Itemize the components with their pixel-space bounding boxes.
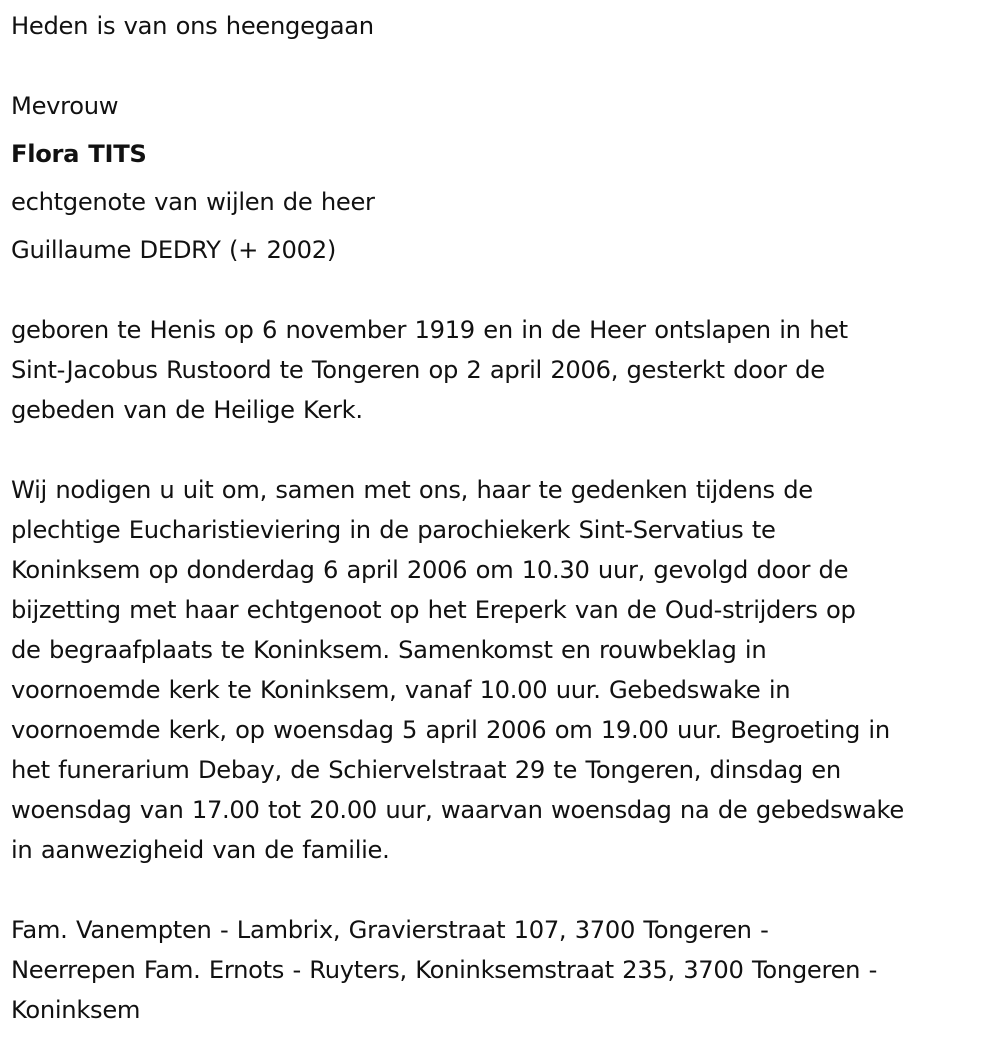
paragraph-line: woensdag van 17.00 tot 20.00 uur, waarvan woensdag na de gebedswake [11, 796, 904, 824]
paragraph-line: Koninksem [11, 996, 141, 1024]
spacer [11, 430, 996, 470]
paragraph-line: bijzetting met haar echtgenoot op het Ereperk van de Oud-strijders op [11, 596, 856, 624]
paragraph-line: plechtige Eucharistieviering in de parochiekerk Sint-Servatius te [11, 516, 776, 544]
intro-text: Heden is van ons heengegaan [11, 12, 374, 40]
paragraph-line: Sint-Jacobus Rustoord te Tongeren op 2 april 2006, gesterkt door de [11, 356, 825, 384]
family-paragraph [11, 910, 996, 1030]
paragraph-line: de begraafplaats te Koninksem. Samenkomst en rouwbeklag in [11, 636, 767, 664]
obituary-notice [11, 6, 996, 1030]
salutation: Mevrouw [11, 92, 119, 120]
paragraph-line: Wij nodigen u uit om, samen met ons, haar te gedenken tijdens de [11, 476, 813, 504]
spacer [11, 270, 996, 310]
invitation-paragraph [11, 470, 996, 870]
paragraph-line: voornoemde kerk te Koninksem, vanaf 10.00 uur. Gebedswake in [11, 676, 791, 704]
spacer [11, 46, 996, 86]
paragraph-line: voornoemde kerk, op woensdag 5 april 2006 om 19.00 uur. Begroeting in [11, 716, 890, 744]
paragraph-line: geboren te Henis op 6 november 1919 en in de Heer ontslapen in het [11, 316, 848, 344]
spouse-line: echtgenote van wijlen de heer [11, 188, 375, 216]
paragraph-line: het funerarium Debay, de Schiervelstraat 29 te Tongeren, dinsdag en [11, 756, 841, 784]
paragraph-line: in aanwezigheid van de familie. [11, 836, 390, 864]
birth-death-paragraph [11, 310, 996, 430]
spouse-name: Guillaume DEDRY (+ 2002) [11, 236, 336, 264]
paragraph-line: Fam. Vanempten - Lambrix, Gravierstraat 107, 3700 Tongeren - [11, 916, 769, 944]
deceased-name: Flora TITS [11, 140, 147, 168]
paragraph-line: Koninksem op donderdag 6 april 2006 om 10.30 uur, gevolgd door de [11, 556, 849, 584]
paragraph-line: Neerrepen Fam. Ernots - Ruyters, Koninksemstraat 235, 3700 Tongeren - [11, 956, 878, 984]
paragraph-line: gebeden van de Heilige Kerk. [11, 396, 363, 424]
spacer [11, 870, 996, 910]
